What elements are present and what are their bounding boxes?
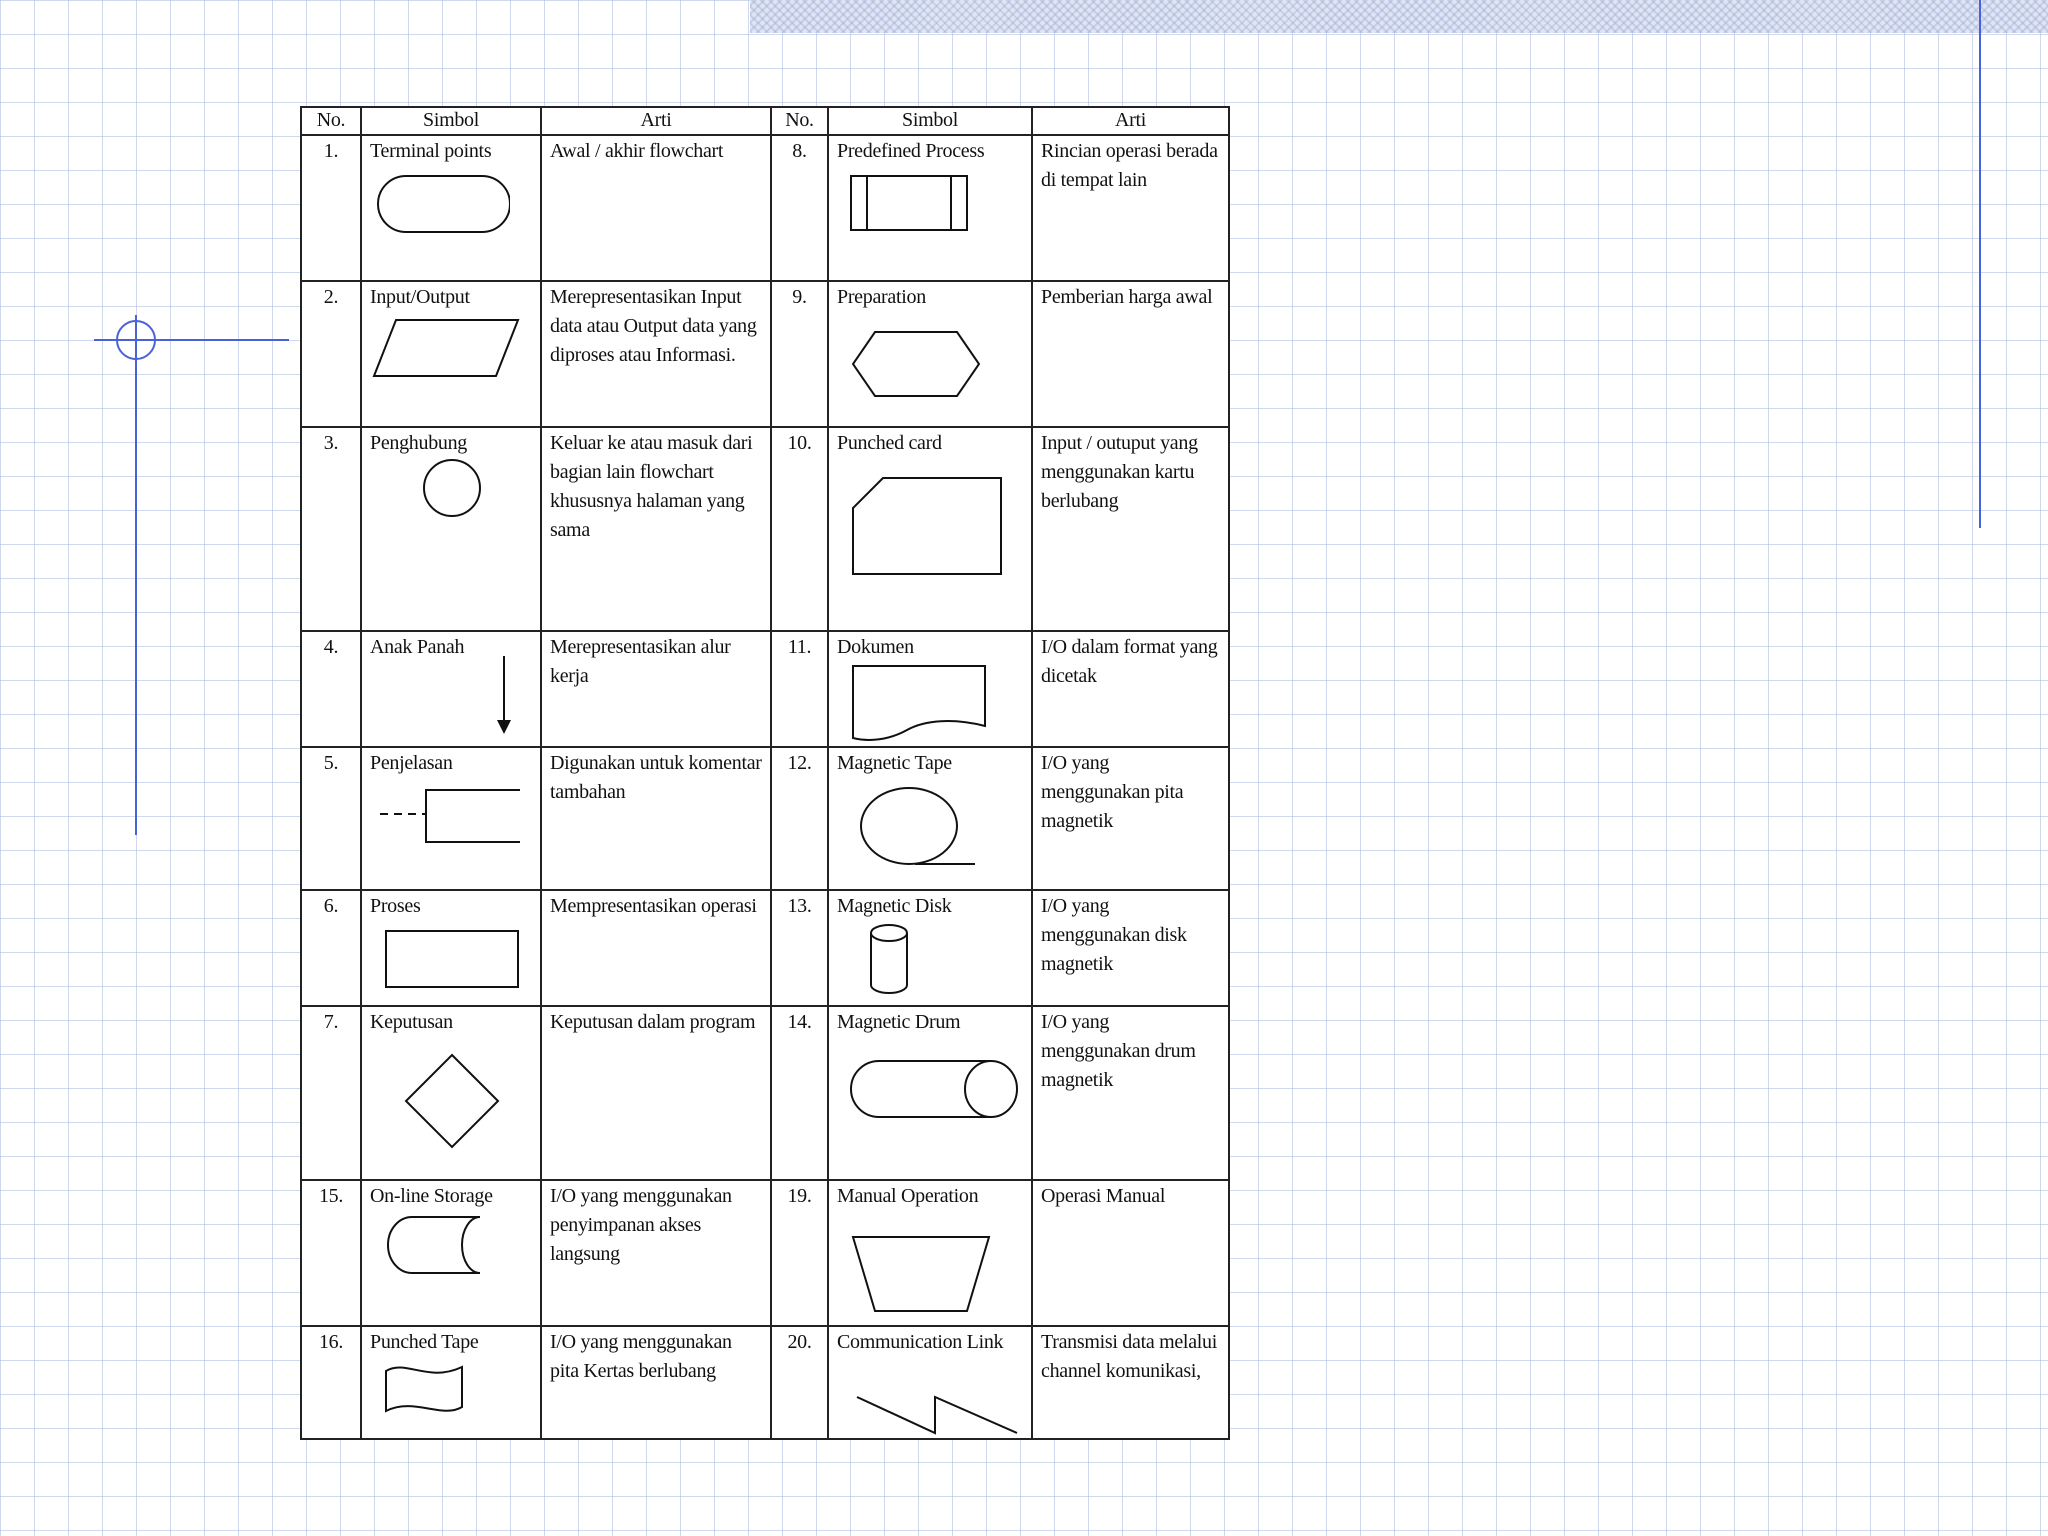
meaning-cell: Mempresentasikan operasi bbox=[541, 890, 771, 1006]
symbol-cell bbox=[361, 1180, 541, 1326]
symbol-cell bbox=[361, 890, 541, 1006]
symbol-name: Dokumen bbox=[837, 636, 914, 658]
connector-icon bbox=[370, 458, 530, 522]
predefined-process-icon bbox=[837, 172, 977, 234]
meaning-cell: Pemberian harga awal bbox=[1032, 281, 1229, 427]
symbol-name: Manual Operation bbox=[837, 1185, 979, 1207]
row-number: 14. bbox=[771, 1006, 828, 1180]
row-number: 19. bbox=[771, 1180, 828, 1326]
symbol-name: Penjelasan bbox=[370, 752, 453, 774]
meaning-cell: Awal / akhir flowchart bbox=[541, 135, 771, 281]
punched-card-icon bbox=[837, 472, 1017, 590]
row-number: 10. bbox=[771, 427, 828, 631]
symbol-cell bbox=[828, 1326, 1032, 1439]
row-number: 20. bbox=[771, 1326, 828, 1439]
input-output-icon bbox=[370, 318, 530, 380]
symbol-cell bbox=[361, 747, 541, 890]
arrow-down-icon bbox=[492, 654, 516, 738]
symbol-name: Magnetic Disk bbox=[837, 895, 952, 917]
meaning-cell: Transmisi data melalui channel komunikasi, bbox=[1032, 1326, 1229, 1439]
top-decorative-band bbox=[750, 0, 2048, 33]
header-simbol: Simbol bbox=[361, 107, 541, 135]
header-simbol: Simbol bbox=[828, 107, 1032, 135]
row-number: 13. bbox=[771, 890, 828, 1006]
meaning-cell: I/O yang menggunakan penyimpanan akses langsung bbox=[541, 1180, 771, 1326]
symbol-name: Magnetic Tape bbox=[837, 752, 952, 774]
row-number: 9. bbox=[771, 281, 828, 427]
symbol-cell bbox=[828, 890, 1032, 1006]
symbol-name: Communication Link bbox=[837, 1331, 1004, 1353]
document-icon bbox=[837, 662, 1017, 744]
row-number: 12. bbox=[771, 747, 828, 890]
symbol-name: Punched Tape bbox=[370, 1331, 479, 1353]
meaning-cell: Merepresentasikan alur kerja bbox=[541, 631, 771, 747]
manual-operation-icon bbox=[849, 1233, 1009, 1317]
meaning-cell: Rincian operasi berada di tempat lain bbox=[1032, 135, 1229, 281]
meaning-cell: Keputusan dalam program bbox=[541, 1006, 771, 1180]
symbol-cell bbox=[361, 135, 541, 281]
symbol-cell bbox=[361, 281, 541, 427]
row-number: 5. bbox=[301, 747, 361, 890]
symbol-cell bbox=[828, 135, 1032, 281]
symbol-cell bbox=[828, 281, 1032, 427]
row-number: 16. bbox=[301, 1326, 361, 1439]
header-arti: Arti bbox=[1032, 107, 1229, 135]
symbol-cell bbox=[361, 1326, 541, 1439]
table-row bbox=[301, 747, 1229, 890]
row-number: 7. bbox=[301, 1006, 361, 1180]
symbol-cell bbox=[361, 631, 541, 747]
process-icon bbox=[370, 927, 530, 991]
symbol-name: On-line Storage bbox=[370, 1185, 493, 1207]
symbol-name: Input/Output bbox=[370, 286, 470, 308]
communication-link-icon bbox=[847, 1391, 1032, 1439]
symbol-name: Keputusan bbox=[370, 1011, 453, 1033]
table-row bbox=[301, 1180, 1229, 1326]
magnetic-disk-icon bbox=[837, 921, 957, 1001]
symbol-name: Penghubung bbox=[370, 432, 468, 454]
meaning-cell: Operasi Manual bbox=[1032, 1180, 1229, 1326]
row-number: 2. bbox=[301, 281, 361, 427]
table-header-row bbox=[301, 107, 1229, 135]
meaning-cell: Keluar ke atau masuk dari bagian lain flowchart khususnya halaman yang sama bbox=[541, 427, 771, 631]
symbol-name: Preparation bbox=[837, 286, 926, 308]
table-row bbox=[301, 1326, 1229, 1439]
row-number: 3. bbox=[301, 427, 361, 631]
right-vertical-rule bbox=[1979, 0, 1981, 528]
crosshair-circle-icon bbox=[116, 320, 156, 360]
row-number: 4. bbox=[301, 631, 361, 747]
meaning-cell: Digunakan untuk komentar tambahan bbox=[541, 747, 771, 890]
header-no: No. bbox=[301, 107, 361, 135]
punched-tape-icon bbox=[370, 1361, 530, 1421]
symbol-cell bbox=[828, 631, 1032, 747]
header-arti: Arti bbox=[541, 107, 771, 135]
row-number: 6. bbox=[301, 890, 361, 1006]
flowchart-symbol-table bbox=[300, 106, 1230, 1440]
magnetic-tape-icon bbox=[837, 786, 1017, 872]
symbol-name: Proses bbox=[370, 895, 421, 917]
table-row bbox=[301, 890, 1229, 1006]
symbol-name: Anak Panah bbox=[370, 636, 465, 658]
table-row bbox=[301, 631, 1229, 747]
symbol-cell bbox=[361, 427, 541, 631]
symbol-cell bbox=[828, 1180, 1032, 1326]
preparation-icon bbox=[837, 318, 997, 402]
symbol-cell bbox=[828, 427, 1032, 631]
symbol-cell bbox=[828, 1006, 1032, 1180]
symbol-cell bbox=[361, 1006, 541, 1180]
symbol-name: Punched card bbox=[837, 432, 942, 454]
symbol-cell bbox=[828, 747, 1032, 890]
header-no: No. bbox=[771, 107, 828, 135]
table-row bbox=[301, 427, 1229, 631]
symbol-name: Predefined Process bbox=[837, 140, 985, 162]
meaning-cell: Merepresentasikan Input data atau Output data yang diproses atau Informasi. bbox=[541, 281, 771, 427]
annotation-icon bbox=[370, 784, 530, 854]
meaning-cell: I/O yang menggunakan disk magnetik bbox=[1032, 890, 1229, 1006]
symbol-name: Magnetic Drum bbox=[837, 1011, 961, 1033]
meaning-cell: I/O yang menggunakan pita Kertas berlubang bbox=[541, 1326, 771, 1439]
meaning-cell: I/O yang menggunakan drum magnetik bbox=[1032, 1006, 1229, 1180]
table-row bbox=[301, 281, 1229, 427]
left-vertical-rule bbox=[135, 315, 137, 835]
row-number: 11. bbox=[771, 631, 828, 747]
row-number: 8. bbox=[771, 135, 828, 281]
meaning-cell: I/O yang menggunakan pita magnetik bbox=[1032, 747, 1229, 890]
decision-icon bbox=[370, 1051, 530, 1161]
magnetic-drum-icon bbox=[837, 1057, 1025, 1137]
symbol-name: Terminal points bbox=[370, 140, 492, 162]
row-number: 15. bbox=[301, 1180, 361, 1326]
table-row bbox=[301, 135, 1229, 281]
online-storage-icon bbox=[370, 1213, 530, 1277]
meaning-cell: I/O dalam format yang dicetak bbox=[1032, 631, 1229, 747]
row-number: 1. bbox=[301, 135, 361, 281]
table-row bbox=[301, 1006, 1229, 1180]
meaning-cell: Input / outuput yang menggunakan kartu berlubang bbox=[1032, 427, 1229, 631]
terminal-points-icon bbox=[370, 172, 510, 236]
